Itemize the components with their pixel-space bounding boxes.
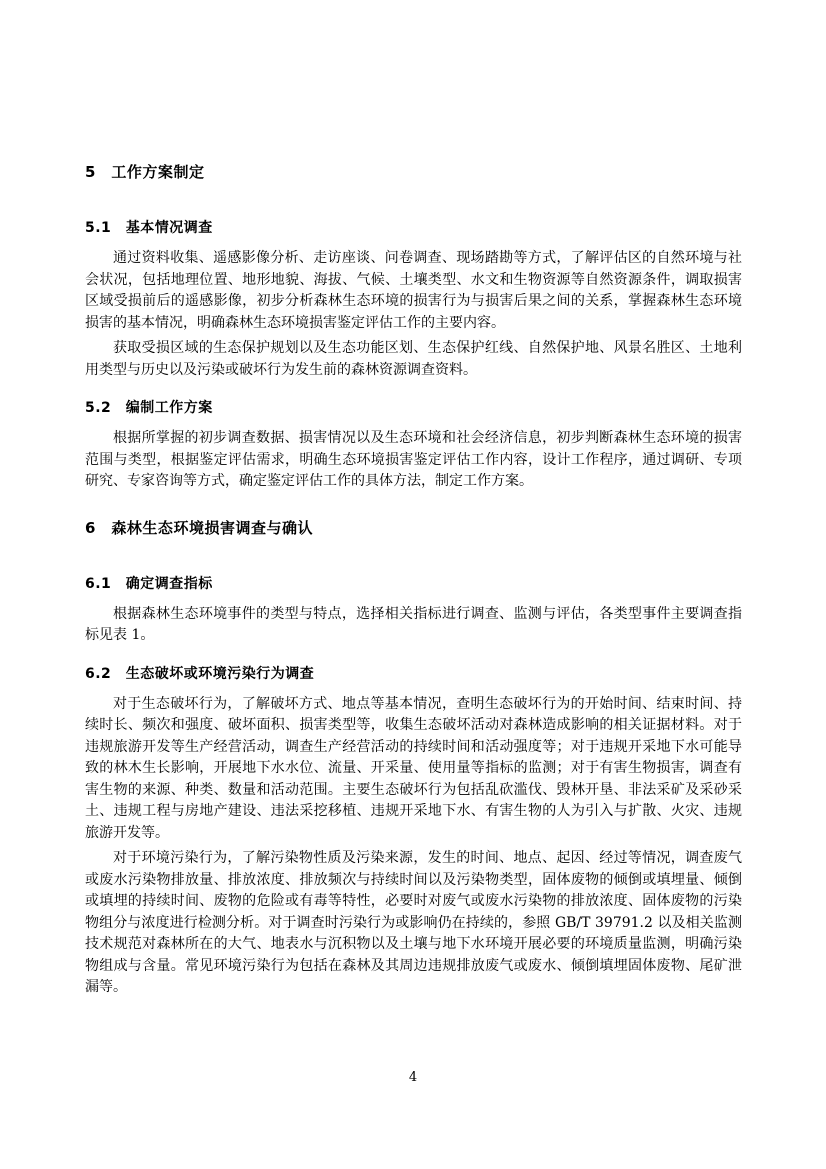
- paragraph: 通过资料收集、遥感影像分析、走访座谈、问卷调查、现场踏勘等方式，了解评估区的自然环境与社会状况，包括地理位置、地形地貌、海拔、气候、土壤类型、水文和生物资源等自然资源条件，调取损害区域受损前后的遥感影像，初步分析森林生态环境的损害行为与损害后果之间的关系，掌握森林生态环境损害的基本情况，明确森林生态环境损害鉴定评估工作的主要内容。: [85, 250, 742, 331]
- paragraph: 根据所掌握的初步调查数据、损害情况以及生态环境和社会经济信息，初步判断森林生态环境的损害范围与类型，根据鉴定评估需求，明确生态环境损害鉴定评估工作内容，设计工作程序，通过调研、专项研究、专家咨询等方式，确定鉴定评估工作的具体方法，制定工作方案。: [85, 430, 742, 489]
- section-heading: 6 森林生态环境损害调查与确认: [85, 518, 313, 537]
- document-content: [85, 163, 742, 1003]
- paragraph: 获取受损区域的生态保护规划以及生态功能区划、生态保护红线、自然保护地、风景名胜区、土地利用类型与历史以及污染或破坏行为发生前的森林资源调查资料。: [85, 340, 742, 378]
- paragraph: 根据森林生态环境事件的类型与特点，选择相关指标进行调查、监测与评估，各类型事件主要调查指标见表 1。: [85, 605, 742, 643]
- section-heading: 5 工作方案制定: [85, 163, 205, 181]
- page-footer: [0, 1070, 826, 1085]
- section-heading: 5.2 编制工作方案: [85, 400, 213, 416]
- section-heading: 5.1 基本情况调查: [85, 220, 213, 236]
- section-heading: 6.1 确定调查指标: [85, 575, 213, 592]
- section-heading: 6.2 生态破坏或环境污染行为调查: [85, 665, 315, 682]
- paragraph: 对于环境污染行为，了解污染物性质及污染来源，发生的时间、地点、起因、经过等情况，调查废气或废水污染物排放量、排放浓度、排放频次与持续时间以及污染物类型，固体废物的倾倒或填埋量、倾倒或填埋的持续时间、废物的危险或有毒等特性，必要时对废气或废水污染物的排放浓度、固体废物的污染物组分与浓度进行检测分析。对于调查时污染行为或影响仍在持续的，参照 GB/T 39791.2 以及相关监测技术规范对森林所在的大气、地表水与沉积物以及土壤与地下水环境开展必要的环境质量监测，明确污染物组成与含量。常见环境污染行为包括在森林及其周边违规排放废气或废水、倾倒填埋固体废物、尾矿泄漏等。: [85, 850, 742, 995]
- paragraph: 对于生态破坏行为，了解破坏方式、地点等基本情况，查明生态破坏行为的开始时间、结束时间、持续时长、频次和强度、破坏面积、损害类型等，收集生态破坏活动对森林造成影响的相关证据材料。对于违规旅游开发等生产经营活动，调查生产经营活动的持续时间和活动强度等；对于违规开采地下水可能导致的林木生长影响，开展地下水水位、流量、开采量、使用量等指标的监测；对于有害生物损害，调查有害生物的来源、种类、数量和活动范围。主要生态破坏行为包括乱砍滥伐、毁林开垦、非法采矿及采砂采土、违规工程与房地产建设、违法采挖移植、违规开采地下水、有害生物的人为引入与扩散、火灾、违规旅游开发等。: [85, 695, 742, 841]
- page-number: 4: [408, 1070, 418, 1085]
